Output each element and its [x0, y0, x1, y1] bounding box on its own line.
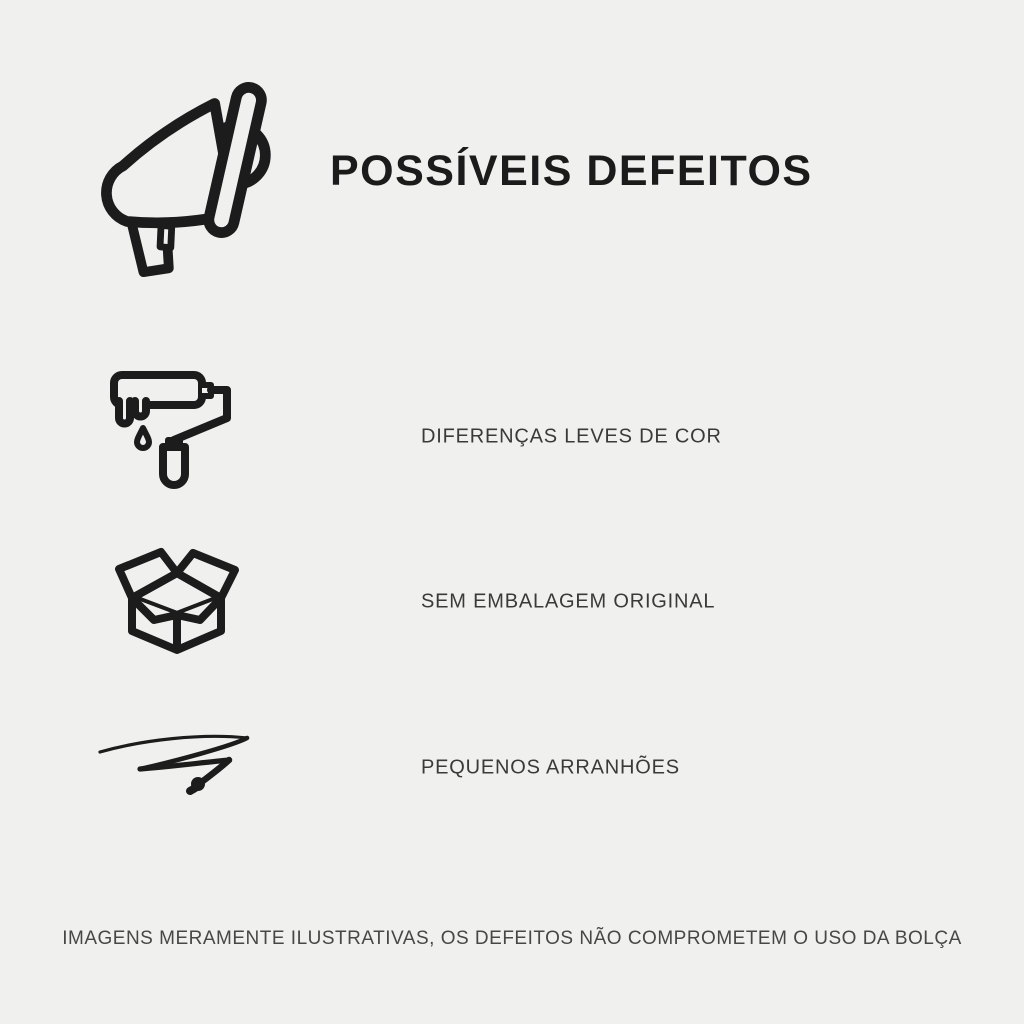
open-box-icon	[95, 535, 265, 670]
defect-label-scratches: PEQUENOS ARRANHÕES	[421, 756, 680, 779]
page-title: POSSÍVEIS DEFEITOS	[330, 147, 813, 195]
paint-roller-icon	[104, 366, 239, 501]
disclaimer-text: IMAGENS MERAMENTE ILUSTRATIVAS, OS DEFEITOS NÃO COMPROMETEM O USO DA BOLÇA	[62, 928, 962, 949]
scratch-icon	[92, 712, 262, 807]
megaphone-icon	[84, 78, 279, 283]
defect-label-color: DIFERENÇAS LEVES DE COR	[421, 425, 722, 448]
defect-label-packaging: SEM EMBALAGEM ORIGINAL	[421, 590, 716, 613]
